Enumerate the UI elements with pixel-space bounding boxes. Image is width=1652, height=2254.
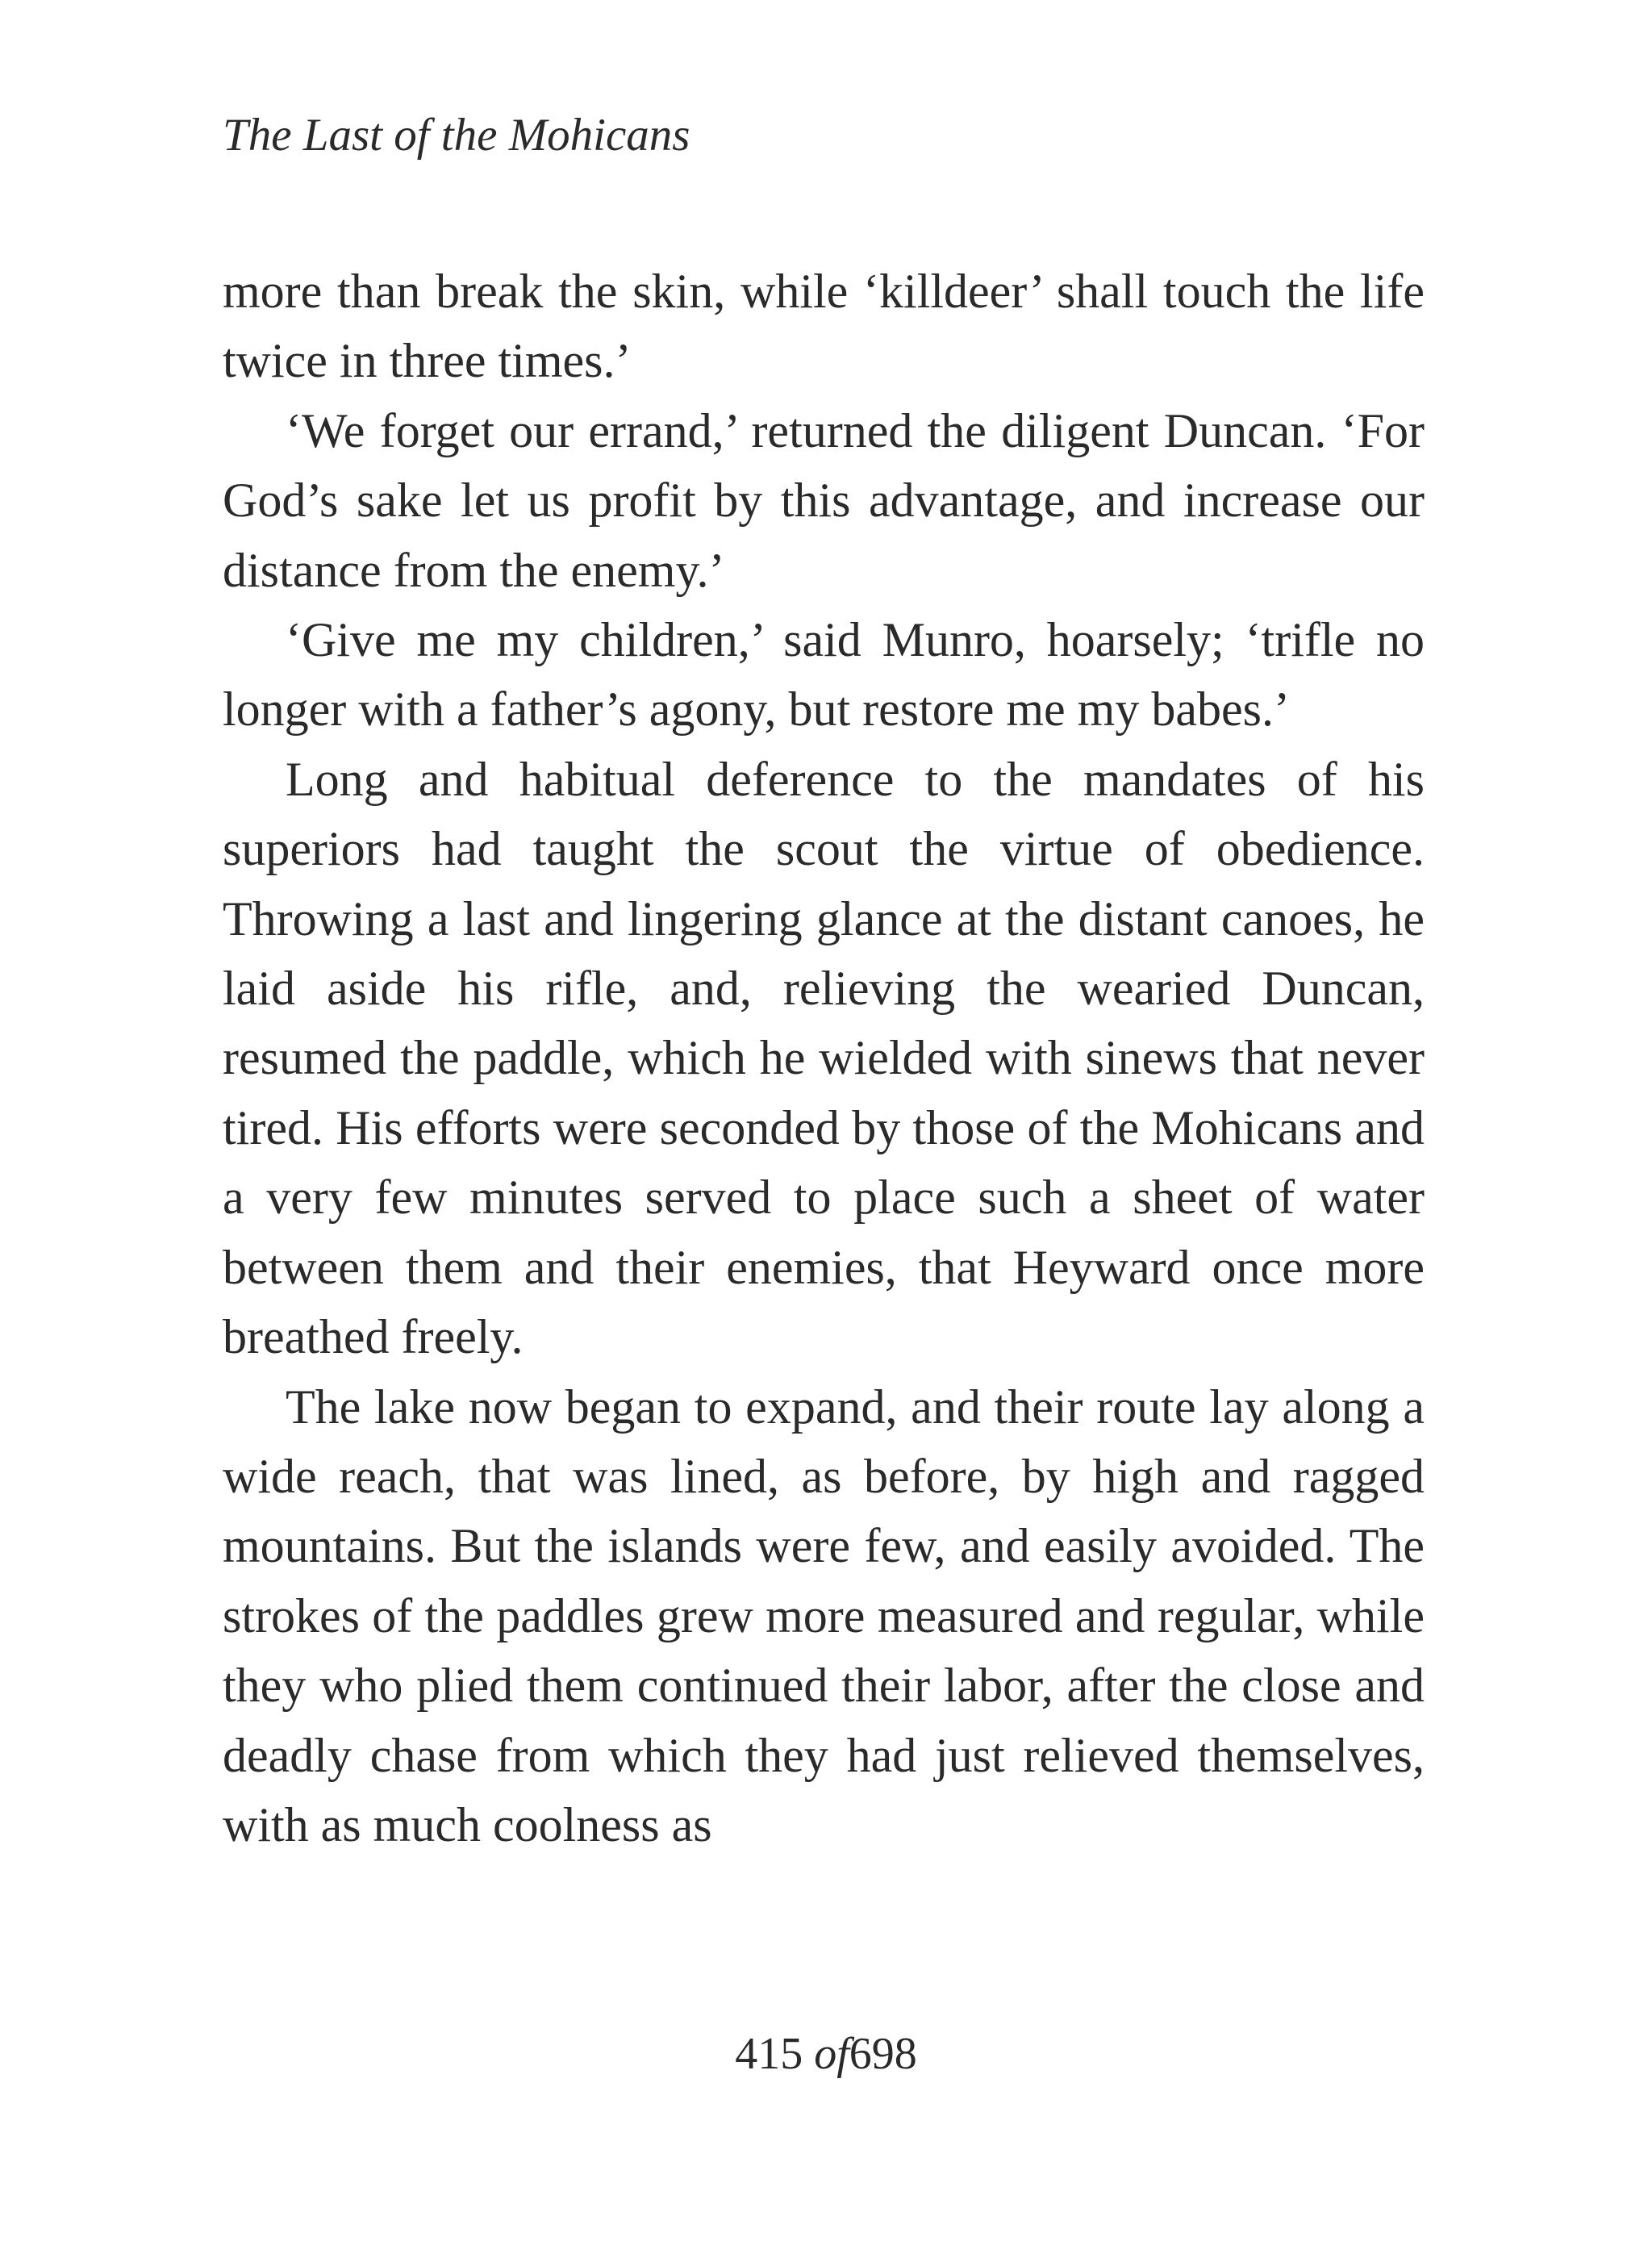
paragraph: more than break the skin, while ‘killdeer’ shall touch the life twice in three times.’ [223, 265, 1425, 388]
page-of-label: of [814, 2029, 849, 2079]
page-body-text [223, 257, 1425, 1860]
page-number-footer [0, 2022, 1652, 2086]
paragraph: Long and habitual deference to the mandates of his superiors had taught the scout the virtue of obedience. Throwing a last and lingering glance at the distant canoes, he laid aside his rifle, and, relieving the wearied Duncan, resumed the paddle, which he wielded with sinews that never tired. His efforts were seconded by those of the Mohicans and a very few minutes served to place such a sheet of water between them and their enemies, that Heyward once more breathed freely. [223, 752, 1425, 1364]
total-page-count: 698 [849, 2029, 917, 2079]
current-page-number: 415 [735, 2029, 803, 2079]
paragraph: ‘Give me my children,’ said Munro, hoarsely; ‘trifle no longer with a father’s agony, but restore me my babes.’ [223, 613, 1425, 737]
running-header-title: The Last of the Mohicans [223, 110, 690, 161]
paragraph: The lake now began to expand, and their route lay along a wide reach, that was lined, as before, by high and ragged mountains. But the islands were few, and easily avoided. The strokes of the paddles grew more measured and regular, while they who plied them continued their labor, after the close and deadly chase from which they had just relieved themselves, with as much coolness as [223, 1380, 1425, 1851]
paragraph: ‘We forget our errand,’ returned the diligent Duncan. ‘For God’s sake let us profit by this advantage, and increase our distance from the enemy.’ [223, 403, 1425, 597]
